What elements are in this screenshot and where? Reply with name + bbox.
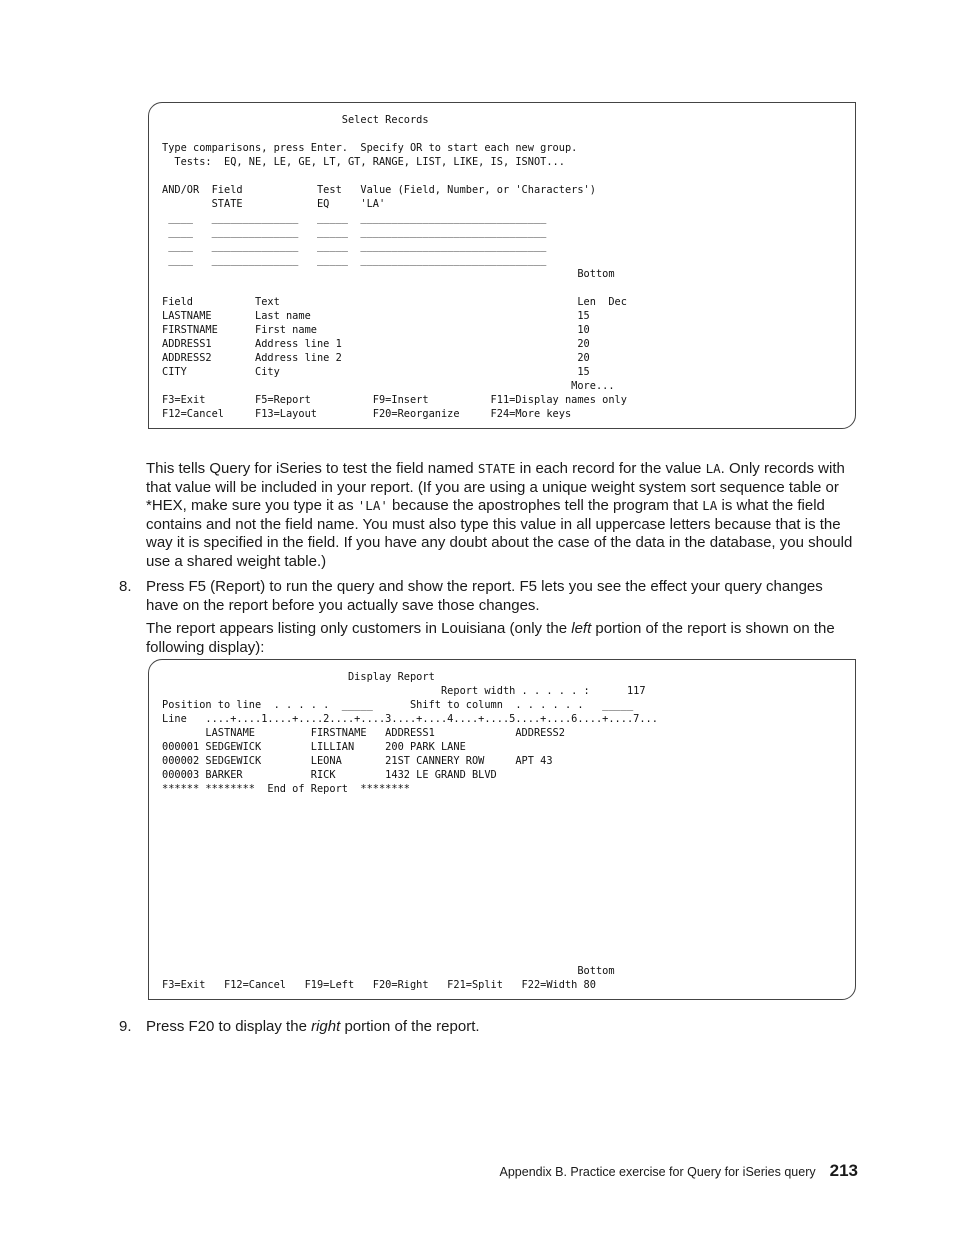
para-text: Press F20 to display the xyxy=(146,1018,312,1035)
step-8-number: 8. xyxy=(119,578,132,595)
para-text: portion of the report is shown on the following display): xyxy=(146,620,835,656)
screen-line: More... xyxy=(162,380,615,392)
para-text: The report appears listing only customers in Louisiana (only the xyxy=(146,620,572,637)
step-9-text xyxy=(146,1018,858,1037)
screen-line xyxy=(162,810,658,824)
screen-line: Bottom xyxy=(162,965,615,977)
screen-line: Line ....+....1....+....2....+....3....+....4....+....5....+....6....+....7... xyxy=(162,713,658,725)
screen-line: F3=Exit F12=Cancel F19=Left F20=Right F21=Split F22=Width 80 xyxy=(162,979,596,991)
screen-line xyxy=(162,127,627,141)
screen-line xyxy=(162,824,658,838)
screen-line: Report width . . . . . : 117 xyxy=(162,685,646,697)
code-quoted-la: 'LA' xyxy=(357,498,388,514)
screen-line: ____ ______________ _____ ______________________________ xyxy=(162,240,547,252)
screen-line: ____ ______________ _____ ______________________________ xyxy=(162,254,547,266)
screen-line: ADDRESS1 Address line 1 20 xyxy=(162,338,590,350)
display-report-screen xyxy=(148,659,856,1000)
screen-line: STATE EQ 'LA' xyxy=(162,198,386,210)
para-text: because the apostrophes tell the program that xyxy=(387,497,703,515)
select-records-screen-text xyxy=(162,113,627,421)
screen-line: Bottom xyxy=(162,268,615,280)
screen-line: Type comparisons, press Enter. Specify OR to start each new group. xyxy=(162,142,578,154)
explanation-paragraph xyxy=(146,460,858,572)
code-state: STATE xyxy=(477,461,516,476)
screen-line: Position to line . . . . . _____ Shift to column . . . . . . _____ xyxy=(162,699,634,711)
report-intro-paragraph xyxy=(146,620,858,657)
screen-line xyxy=(162,866,658,880)
step-9-number: 9. xyxy=(119,1018,132,1035)
screen-line xyxy=(162,281,627,295)
screen-line xyxy=(162,169,627,183)
footer-title: Appendix B. Practice exercise for Query for iSeries query xyxy=(499,1165,816,1179)
screen-line: ____ ______________ _____ ______________________________ xyxy=(162,212,547,224)
screen-line xyxy=(162,950,658,964)
screen-line: F12=Cancel F13=Layout F20=Reorganize F24=More keys xyxy=(162,408,572,420)
screen-line xyxy=(162,880,658,894)
screen-line: AND/OR Field Test Value (Field, Number, or 'Characters') xyxy=(162,184,596,196)
para-text: portion of the report. xyxy=(340,1018,480,1035)
screen-line: 000003 BARKER RICK 1432 LE GRAND BLVD xyxy=(162,769,497,781)
screen-line: ____ ______________ _____ ______________________________ xyxy=(162,226,547,238)
emphasis-right: right xyxy=(311,1018,341,1035)
page-footer xyxy=(500,1161,858,1181)
screen-line xyxy=(162,796,658,810)
screen-line xyxy=(162,838,658,852)
para-text: in each record for the value xyxy=(515,460,706,477)
screen-line: LASTNAME Last name 15 xyxy=(162,310,590,322)
screen-line xyxy=(162,908,658,922)
screen-line: FIRSTNAME First name 10 xyxy=(162,324,590,336)
screen-line: CITY City 15 xyxy=(162,366,590,378)
page-number: 213 xyxy=(829,1161,858,1180)
screen-line: LASTNAME FIRSTNAME ADDRESS1 ADDRESS2 xyxy=(162,727,565,739)
screen-line xyxy=(162,894,658,908)
emphasis-left: left xyxy=(571,620,592,637)
select-records-screen xyxy=(148,102,856,429)
screen-line: ADDRESS2 Address line 2 20 xyxy=(162,352,590,364)
display-report-screen-text xyxy=(162,670,658,992)
para-text: is what the field contains and not the field name. You must also type this value in all uppercase letters because that is the way it is specified in the field. If you have any doubt about the case of the data in the database, you should use a shared weight table.) xyxy=(146,497,853,570)
para-text: This tells Query for iSeries to test the field named xyxy=(146,460,478,477)
screen-line xyxy=(162,922,658,936)
screen-line: 000002 SEDGEWICK LEONA 21ST CANNERY ROW APT 43 xyxy=(162,755,553,767)
screen-line xyxy=(162,852,658,866)
screen-line: Display Report xyxy=(162,671,435,683)
screen-line xyxy=(162,936,658,950)
screen-line: F3=Exit F5=Report F9=Insert F11=Display names only xyxy=(162,394,627,406)
step-8-text: Press F5 (Report) to run the query and show the report. F5 lets you see the effect your query changes have on the report before you actually save those changes. xyxy=(146,578,823,614)
screen-line: ****** ******** End of Report ******** xyxy=(162,783,410,795)
screen-line: Tests: EQ, NE, LE, GE, LT, GT, RANGE, LIST, LIKE, IS, ISNOT... xyxy=(162,156,565,168)
code-la: LA xyxy=(705,461,721,476)
para-text: . Only records with that value will be included in your report. (If you are using a unique weight system sort sequence table or *HEX, make sure you type it as xyxy=(146,460,845,515)
screen-line: Field Text Len Dec xyxy=(162,296,627,308)
screen-line: Select Records xyxy=(162,114,429,126)
screen-line: 000001 SEDGEWICK LILLIAN 200 PARK LANE xyxy=(162,741,466,753)
code-la: LA xyxy=(702,498,718,514)
